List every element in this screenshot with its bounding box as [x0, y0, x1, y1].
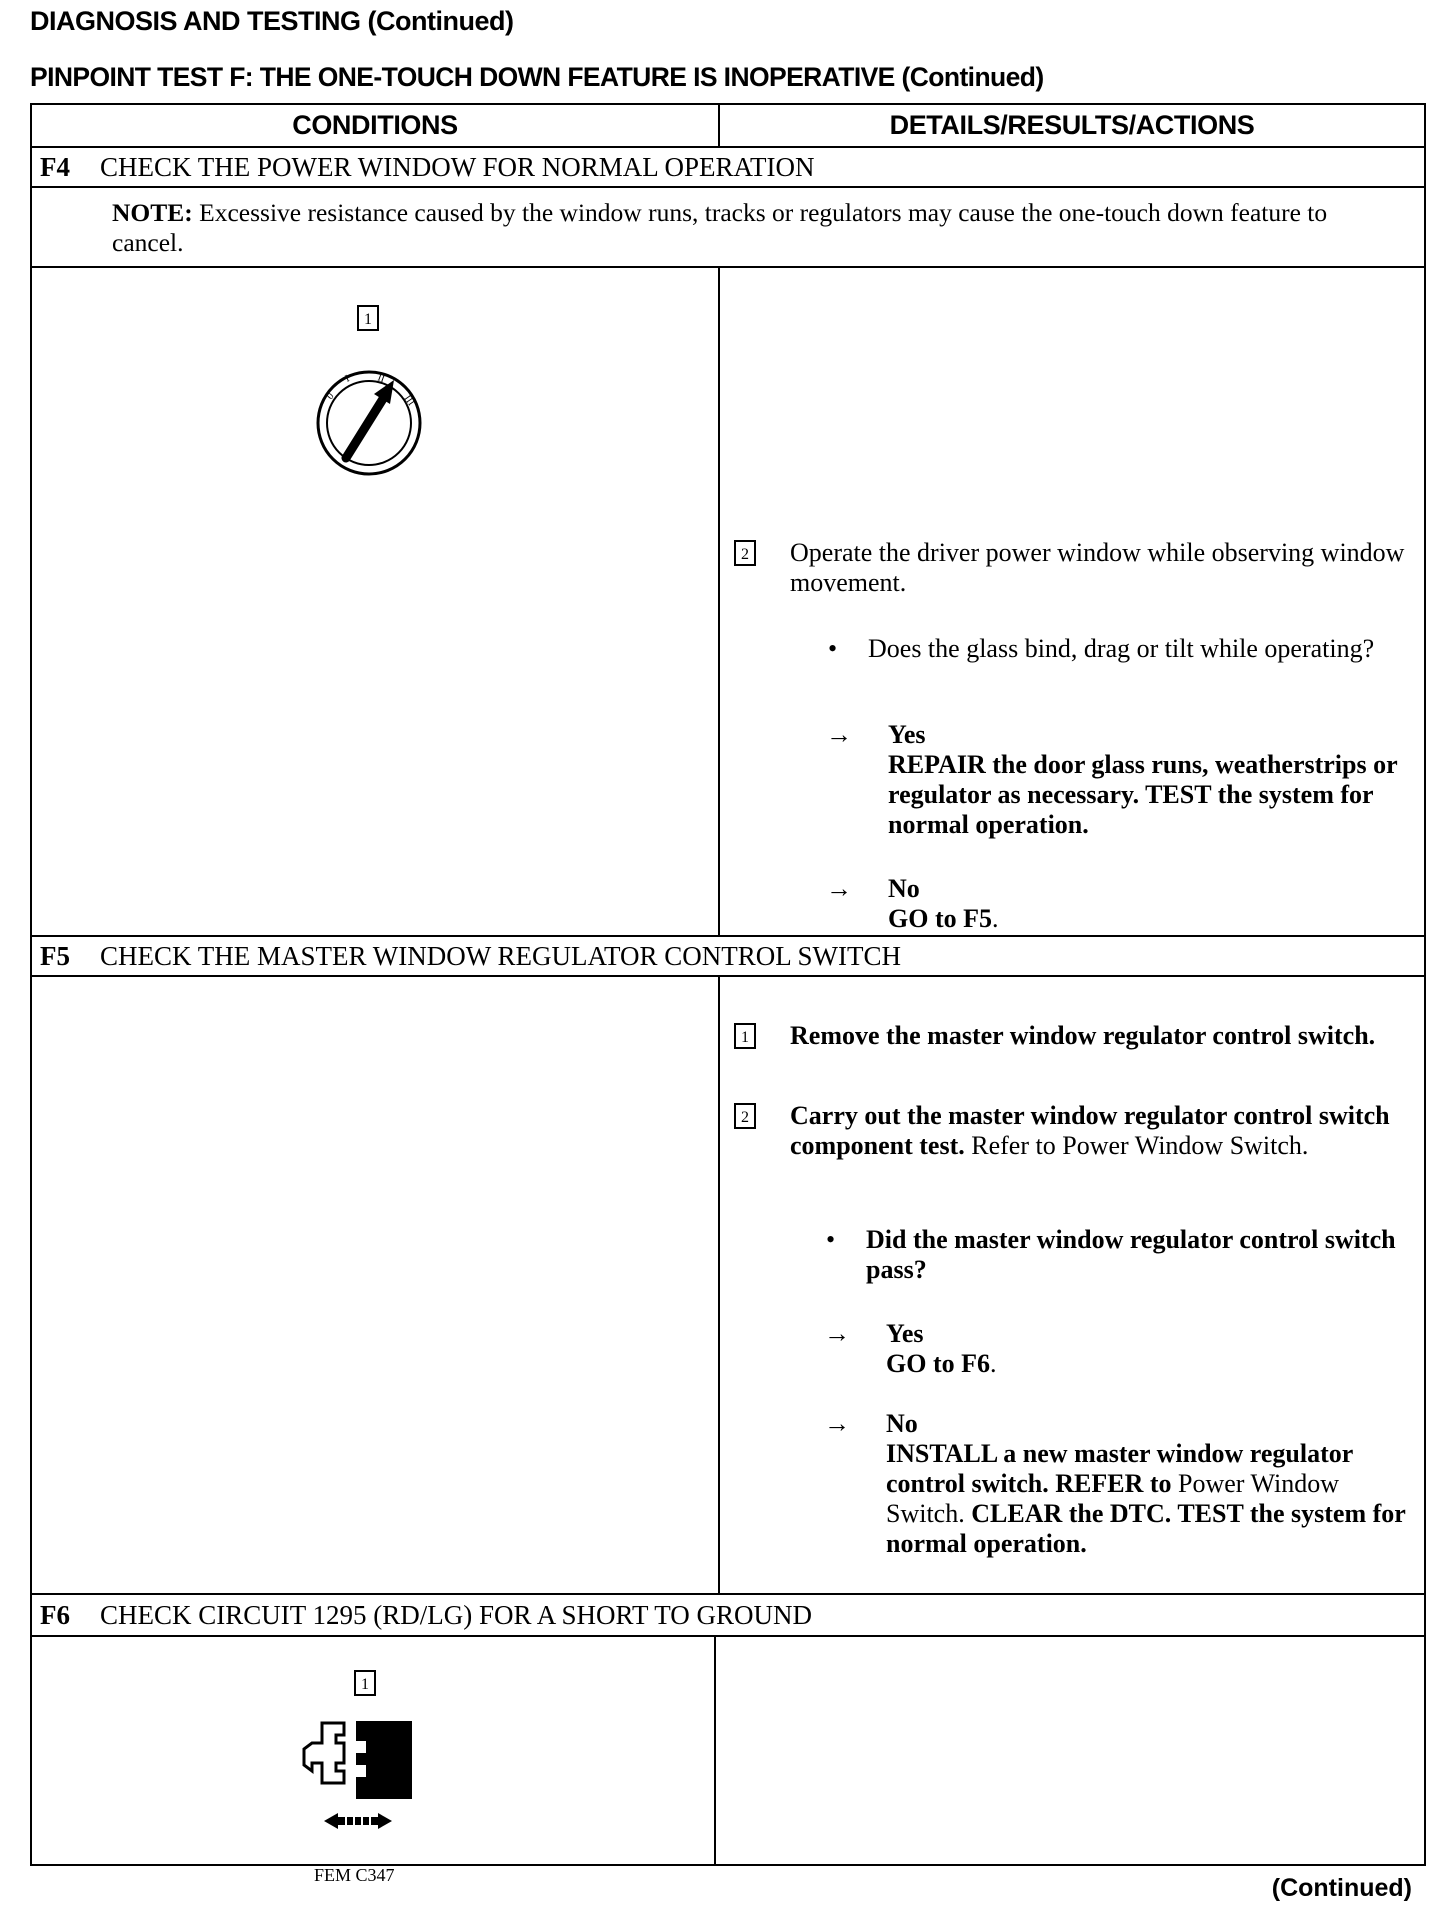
step-f6-row — [32, 1595, 1424, 1637]
arrow-icon: → — [826, 720, 852, 749]
bullet-icon: • — [828, 634, 838, 663]
step-title: CHECK THE MASTER WINDOW REGULATOR CONTROL SWITCH — [100, 940, 901, 971]
f5-content-row — [32, 977, 1424, 1595]
step-number-box: 2 — [734, 540, 756, 566]
f5-answer-yes: → Yes GO to F6. — [824, 1319, 997, 1378]
f5-step-2: 2 Carry out the master window regulator control switch component test. Refer to Power Window Switch. — [722, 1101, 1414, 1161]
f5-question: • Did the master window regulator control switch pass? — [826, 1225, 1396, 1284]
note-text: NOTE: Excessive resistance caused by the window runs, tracks or regulators may cause the one-touch down feature to cancel. — [112, 198, 1328, 257]
svg-text:III: III — [401, 393, 417, 408]
arrow-icon: → — [824, 1409, 850, 1438]
f4-answer-no: → No GO to F5. — [826, 874, 999, 933]
col-conditions-header: CONDITIONS — [292, 110, 458, 140]
note-label: NOTE: — [112, 198, 193, 227]
connector-label: FEM C347 — [314, 1865, 395, 1885]
test-title: PINPOINT TEST F: THE ONE-TOUCH DOWN FEATURE IS INOPERATIVE (Continued) — [30, 62, 1044, 92]
f5-answer-no: → No INSTALL a new master window regulator control switch. REFER to Power Window Switch. CLEAR the DTC. TEST the system for normal operation. — [824, 1409, 1406, 1558]
pinpoint-table — [30, 103, 1426, 1885]
step-number-box: 1 — [734, 1023, 756, 1049]
f4-answer-yes: → Yes REPAIR the door glass runs, weatherstrips or regulator as necessary. TEST the system for normal operation. — [826, 720, 1398, 839]
ignition-switch-icon — [304, 358, 434, 488]
note-row — [32, 188, 1424, 268]
f4-question: • Does the glass bind, drag or tilt while operating? — [828, 634, 1375, 663]
step-f5-row — [32, 937, 1424, 977]
f6-content-row — [32, 1637, 1424, 1885]
step-number-box: 2 — [734, 1103, 756, 1129]
connector-icon — [294, 1715, 434, 1835]
step-id: F6 — [40, 1599, 70, 1630]
table-header-row — [32, 105, 1424, 148]
bullet-icon: • — [826, 1225, 836, 1254]
step-id: F4 — [40, 151, 70, 182]
svg-text:0: 0 — [324, 391, 337, 402]
svg-text:I: I — [343, 373, 352, 385]
step-title: CHECK CIRCUIT 1295 (RD/LG) FOR A SHORT TO GROUND — [100, 1599, 812, 1630]
continued-label: (Continued) — [1271, 1874, 1412, 1902]
arrow-icon: → — [826, 874, 852, 903]
f4-step-2: 2 Operate the driver power window while observing window movement. — [722, 538, 1414, 598]
step-id: F5 — [40, 940, 70, 971]
step-f4-row — [32, 148, 1424, 188]
page-title: DIAGNOSIS AND TESTING (Continued) — [30, 6, 514, 36]
step-title: CHECK THE POWER WINDOW FOR NORMAL OPERATION — [100, 151, 815, 182]
illustration-step-box: 1 — [354, 1670, 376, 1696]
f5-step-1: 1 Remove the master window regulator control switch. — [722, 1021, 1414, 1051]
arrow-icon: → — [824, 1319, 850, 1348]
illustration-step-box: 1 — [357, 305, 379, 331]
col-details-header: DETAILS/RESULTS/ACTIONS — [889, 110, 1255, 140]
f4-content-row — [32, 268, 1424, 937]
svg-text:II: II — [375, 372, 387, 386]
